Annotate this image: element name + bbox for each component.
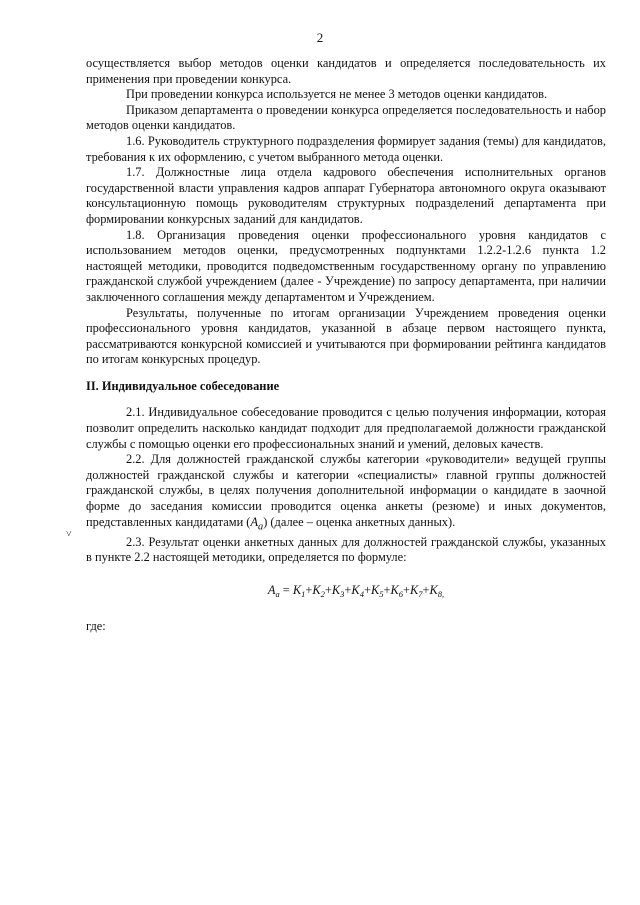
- aa-symbol: A: [250, 514, 259, 529]
- formula-operator: +: [383, 582, 391, 597]
- formula-operator: +: [363, 582, 371, 597]
- formula-term: $K_5$: [370, 582, 384, 599]
- paragraph-tail: ) (далее – оценка анкетных данных).: [263, 514, 456, 529]
- where-label: где:: [86, 619, 106, 634]
- paragraph-text: 2.2. Для должностей гражданской службы категории «руководители» ведущей группы должностей гражданской службы и категории «специалисты» главной группы должностей гражданской службы, в целях получения дополнительной информации о кандидате в заочной форме до заседания комиссии проводится оценка анкеты (резюме) и иных документов, представленных кандидатами (: [86, 452, 606, 529]
- formula-term: $K_1$: [292, 582, 306, 599]
- paragraph: Результаты, полученные по итогам организации Учреждением проведения оценки профессионального уровня кандидатов, указанной в абзаце первом настоящего пункта, рассматриваются конкурсной комиссией и учитываются при формировании рейтинга кандидатов по итогам конкурсных процедур.: [86, 305, 606, 367]
- paragraph: 1.7. Должностные лица отдела кадрового обеспечения исполнительных органов государственной власти управления кадров аппарат Губернатора автономного округа оказывают консультационную помощь руководителям структурных подразделений департамента при формировании конкурсных заданий для кандидатов.: [86, 165, 606, 226]
- paragraph: 1.8. Организация проведения оценки профессионального уровня кандидатов с использованием методов оценки, предусмотренных подпунктами 1.2.2-1.2.6 пункта 1.2 настоящей методики, проводится подведомственным государственному органу по управлению гражданской службой учреждением (далее - Учреждение) по запросу департамента, при наличии заключенного соглашения между департаментом и Учреждением.: [86, 227, 606, 304]
- formula: [86, 583, 606, 603]
- formula-lhs: $A_a$: [267, 582, 280, 599]
- paragraph: Приказом департамента о проведении конкурса определяется последовательность и набор методов оценки кандидатов.: [86, 102, 606, 133]
- formula-operator: +: [422, 582, 430, 597]
- paragraph: осуществляется выбор методов оценки кандидатов и определяется последовательность их применения при проведении конкурса.: [86, 56, 606, 86]
- formula-eq: =: [279, 582, 293, 597]
- paragraph: При проведении конкурса используется не менее 3 методов оценки кандидатов.: [126, 87, 548, 102]
- paragraph: 2.3. Результат оценки анкетных данных для должностей гражданской службы, указанных в пункте 2.2 настоящей методики, определяется по формуле:: [86, 534, 606, 565]
- formula-operator: +: [402, 582, 410, 597]
- formula-term: $K_{8,}$: [429, 582, 445, 599]
- document-body: [86, 56, 606, 635]
- paragraph: 2.1. Индивидуальное собеседование проводится с целью получения информации, которая позволит определить насколько кандидат подходит для предполагаемой должности гражданской службы с помощью оценки его профессиональных знаний и умений, деловых качеств.: [86, 405, 606, 451]
- formula-term: $K_7$: [409, 582, 423, 599]
- formula-term: $K_2$: [312, 582, 325, 599]
- formula-term: $K_3$: [331, 582, 345, 599]
- formula-operator: +: [324, 582, 332, 597]
- margin-mark: ˅: [66, 529, 72, 540]
- section-heading: II. Индивидуальное собеседование: [86, 378, 280, 393]
- page-number: 2: [316, 30, 324, 45]
- paragraph: [86, 452, 606, 534]
- formula-operator: +: [344, 582, 352, 597]
- aa-subscript: a: [258, 521, 264, 533]
- formula-operator: +: [305, 582, 313, 597]
- formula-term: $K_6$: [390, 582, 403, 599]
- formula-terms: [293, 583, 444, 597]
- paragraph: 1.6. Руководитель структурного подразделения формирует задания (темы) для кандидатов, требования к их оформлению, с учетом выбранного метода оценки.: [86, 133, 606, 164]
- formula-term: $K_4$: [351, 582, 364, 599]
